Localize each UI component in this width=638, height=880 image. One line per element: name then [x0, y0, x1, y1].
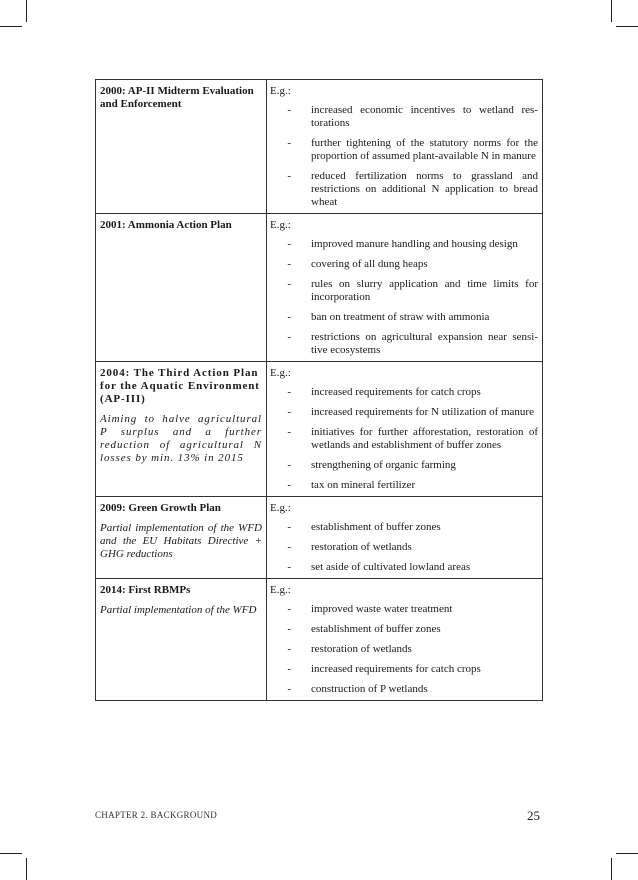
list-item: - set aside of cultivated lowland areas [287, 561, 471, 573]
page-number: 25 [527, 808, 540, 823]
list-item: - tax on mineral fertilizer [287, 479, 416, 491]
plan-subtitle: Partial implementation of the WFD [100, 604, 257, 616]
plan-cell [96, 579, 267, 701]
list-item: - establishment of buffer zones [287, 623, 441, 635]
measures-list [270, 386, 538, 492]
list-item: - increased economic incentives to wetland res-torations [287, 104, 538, 129]
plan-title: 2009: Green Growth Plan [100, 502, 221, 514]
plan-cell [96, 80, 267, 214]
plan-cell [96, 214, 267, 362]
list-item: - improved waste water treatment [287, 603, 453, 615]
crop-mark-bottom-right-v [611, 858, 612, 880]
list-item: - improved manure handling and housing design [287, 238, 518, 250]
eg-label: E.g.: [270, 367, 291, 379]
eg-label: E.g.: [270, 502, 291, 514]
list-item: - covering of all dung heaps [287, 258, 428, 270]
measures-list [270, 104, 538, 209]
crop-mark-bottom-left-v [26, 858, 27, 880]
plan-title: 2014: First RBMPs [100, 584, 191, 596]
list-item: - establishment of buffer zones [287, 521, 441, 533]
plan-cell [96, 362, 267, 497]
list-item: - ban on treatment of straw with ammonia [287, 311, 490, 323]
plan-subtitle: Aiming to halve agricultural P surplus and a further reduction of agricultural N losses by min. 13% in 2015 [100, 413, 262, 464]
measures-list [270, 603, 538, 696]
list-item: - initiatives for further afforestation, restoration of wetlands and establishment of buffer zones [287, 426, 538, 451]
eg-label: E.g.: [270, 584, 291, 596]
measures-cell [267, 579, 543, 701]
measures-cell [267, 214, 543, 362]
list-item: - restoration of wetlands [287, 643, 412, 655]
measures-list [270, 238, 538, 357]
plan-title: 2000: AP-II Midterm Evaluation and Enforcement [100, 85, 254, 110]
plan-subtitle: Partial implementation of the WFD and the EU Habitats Directive + GHG reductions [100, 522, 262, 560]
plan-title: 2004: The Third Action Plan for the Aquatic Environment (AP-III) [100, 367, 260, 405]
measures-cell [267, 80, 543, 214]
plan-title: 2001: Ammonia Action Plan [100, 219, 232, 231]
crop-mark-bottom-right-h [616, 853, 638, 854]
list-item: - strengthening of organic farming [287, 459, 456, 471]
table-row [96, 579, 543, 701]
list-item: - increased requirements for catch crops [287, 386, 481, 398]
action-plan-table [95, 79, 543, 701]
measures-cell [267, 362, 543, 497]
crop-mark-top-left-h [0, 26, 22, 27]
chapter-footer: CHAPTER 2. BACKGROUND [95, 810, 218, 820]
crop-mark-top-right-h [616, 26, 638, 27]
crop-mark-bottom-left-h [0, 853, 22, 854]
list-item: - construction of P wetlands [287, 683, 428, 695]
table-row [96, 362, 543, 497]
list-item: - reduced fertilization norms to grassland and restrictions on additional N application to bread wheat [287, 170, 538, 208]
list-item: - restrictions on agricultural expansion near sensi-tive ecosystems [287, 331, 538, 356]
list-item: - increased requirements for catch crops [287, 663, 481, 675]
list-item: - further tightening of the statutory norms for the proportion of assumed plant-available N in manure [287, 137, 538, 162]
table-row [96, 214, 543, 362]
crop-mark-top-right-v [611, 0, 612, 22]
measures-list [270, 521, 538, 574]
measures-cell [267, 497, 543, 579]
list-item: - restoration of wetlands [287, 541, 412, 553]
plan-cell [96, 497, 267, 579]
list-item: - increased requirements for N utilization of manure [287, 406, 534, 418]
table-row [96, 80, 543, 214]
eg-label: E.g.: [270, 219, 291, 231]
eg-label: E.g.: [270, 85, 291, 97]
crop-mark-top-left-v [26, 0, 27, 22]
table-row [96, 497, 543, 579]
list-item: - rules on slurry application and time limits for incorporation [287, 278, 538, 303]
